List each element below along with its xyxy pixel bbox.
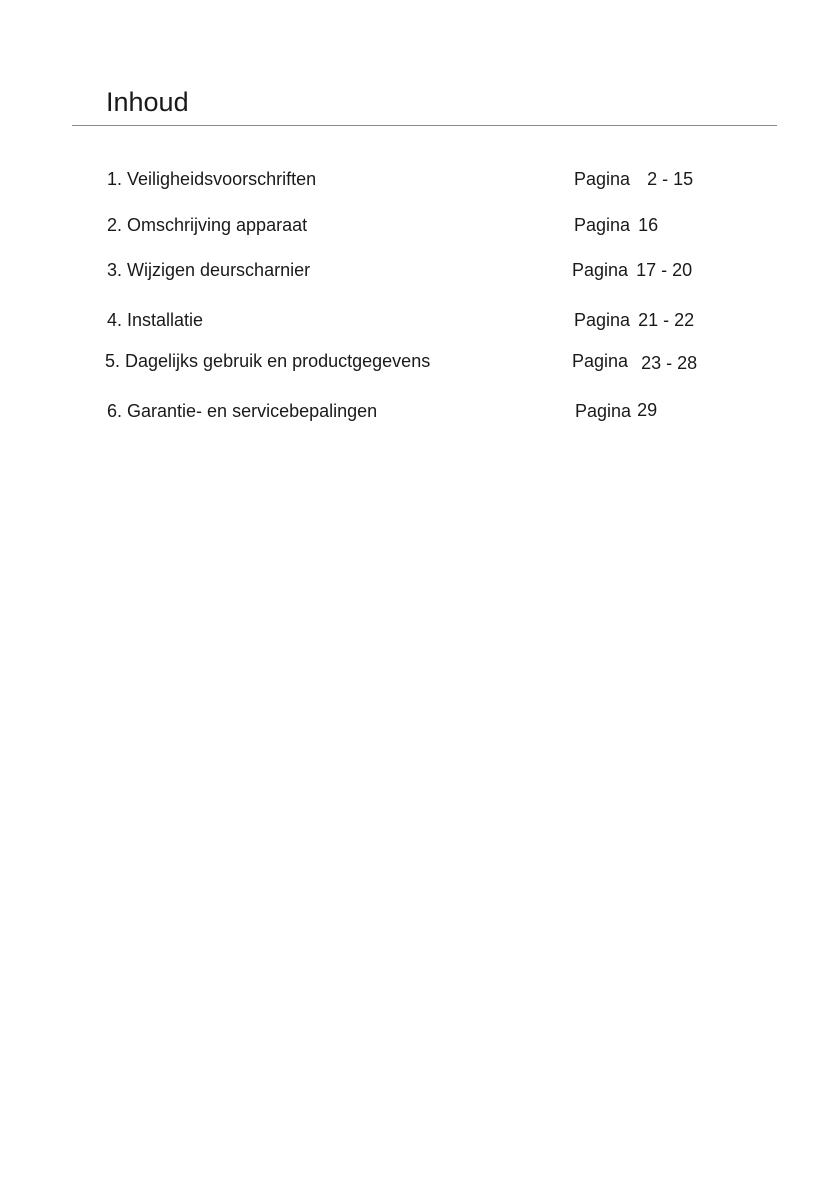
- page-number: 2 - 15: [647, 169, 694, 189]
- page-number: 29: [637, 400, 658, 420]
- toc-entry-4[interactable]: [0, 308, 840, 332]
- toc-entry-label[interactable]: 6. Garantie- en servicebepalingen: [107, 401, 378, 421]
- toc-entry-pages: [572, 349, 697, 373]
- toc-entry-pages: [574, 167, 693, 191]
- toc-entry-6[interactable]: [0, 399, 840, 423]
- toc-entry-pages: [572, 258, 692, 282]
- toc-entry-5[interactable]: [0, 349, 840, 373]
- page-word: Pagina: [572, 351, 629, 371]
- toc-entry-label[interactable]: 4. Installatie: [107, 310, 204, 330]
- page-word: Pagina: [574, 169, 631, 189]
- page-number: 23 - 28: [641, 353, 698, 373]
- toc-entry-label[interactable]: 5. Dagelijks gebruik en productgegevens: [105, 351, 431, 371]
- toc-entry-label[interactable]: 3. Wijzigen deurscharnier: [107, 260, 311, 280]
- toc-entry-pages: [575, 399, 657, 423]
- toc-entry-2[interactable]: [0, 213, 840, 237]
- page-word: Pagina: [572, 260, 629, 280]
- page-word: Pagina: [574, 215, 631, 235]
- page-word: Pagina: [574, 310, 631, 330]
- title-divider: [72, 125, 777, 126]
- page-number: 17 - 20: [636, 260, 693, 280]
- page-number: 16: [638, 215, 659, 235]
- toc-entry-pages: [574, 308, 694, 332]
- toc-entry-pages: [574, 213, 658, 237]
- page-word: Pagina: [575, 401, 632, 421]
- toc-entry-1[interactable]: [0, 167, 840, 191]
- toc-entry-3[interactable]: [0, 258, 840, 282]
- page-title: Inhoud: [106, 87, 189, 117]
- toc-entry-label[interactable]: 1. Veiligheidsvoorschriften: [107, 169, 317, 189]
- toc-entry-label[interactable]: 2. Omschrijving apparaat: [107, 215, 308, 235]
- page-number: 21 - 22: [638, 310, 695, 330]
